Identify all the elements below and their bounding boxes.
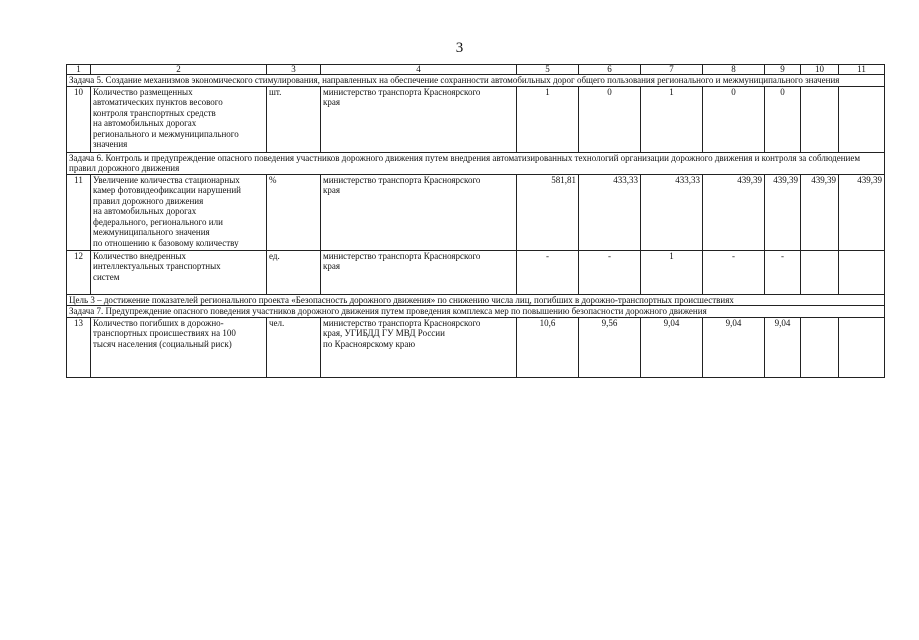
value-col11: [839, 86, 885, 152]
header-cell: 1: [67, 65, 91, 75]
header-cell: 11: [839, 65, 885, 75]
header-cell: 6: [579, 65, 641, 75]
value-col9: 439,39: [765, 174, 801, 250]
table-row: [67, 174, 885, 250]
value-col8: 9,04: [703, 317, 765, 377]
responsible-org: министерство транспорта Красноярского края: [321, 250, 517, 294]
value-col7: 1: [641, 250, 703, 294]
indicator-name: Увеличение количества стационарных камер фотовидеофиксации нарушений правил дорожного движения на автомобильных дорогах федерального, регионального или межмуниципального значения по отношению к базовому количеству: [91, 174, 267, 250]
value-col7: 433,33: [641, 174, 703, 250]
task7-heading: Задача 7. Предупреждение опасного поведения участников дорожного движения путем проведения комплекса мер по повышению безопасности дорожного движения: [67, 306, 885, 318]
value-col8: 0: [703, 86, 765, 152]
unit: %: [267, 174, 321, 250]
page-number: 3: [455, 40, 464, 56]
row-number: 12: [67, 250, 91, 294]
row-number: 11: [67, 174, 91, 250]
goal3-heading: Цель 3 – достижение показателей регионального проекта «Безопасность дорожного движения» по снижению числа лиц, погибших в дорожно-транспортных происшествиях: [67, 294, 885, 306]
value-col6: 9,56: [579, 317, 641, 377]
row-number: 13: [67, 317, 91, 377]
indicator-name: Количество размещенных автоматических пунктов весового контроля транспортных средств на автомобильных дорогах регионального и межмуниципального значения: [91, 86, 267, 152]
value-col11: [839, 250, 885, 294]
header-cell: 10: [801, 65, 839, 75]
value-col10: [801, 317, 839, 377]
responsible-org: министерство транспорта Красноярского края: [321, 86, 517, 152]
unit: чел.: [267, 317, 321, 377]
header-cell: 9: [765, 65, 801, 75]
header-cell: 2: [91, 65, 267, 75]
value-col8: 439,39: [703, 174, 765, 250]
value-col11: 439,39: [839, 174, 885, 250]
value-col6: 0: [579, 86, 641, 152]
header-row: [67, 65, 885, 75]
value-col9: -: [765, 250, 801, 294]
table-row: [67, 317, 885, 377]
value-col11: [839, 317, 885, 377]
unit: шт.: [267, 86, 321, 152]
value-col5: 581,81: [517, 174, 579, 250]
value-col7: 1: [641, 86, 703, 152]
task6-heading: Задача 6. Контроль и предупреждение опасного поведения участников дорожного движения путем внедрения автоматизированных технологий организации дорожного движения и контроля за соблюдением правил дорожного движения: [67, 152, 885, 174]
task5-heading: Задача 5. Создание механизмов экономического стимулирования, направленных на обеспечение сохранности автомобильных дорог общего пользования регионального и межмуниципального значения: [67, 75, 885, 87]
section-row-task7: [67, 306, 885, 318]
indicators-table: [66, 64, 885, 378]
value-col10: [801, 86, 839, 152]
value-col10: [801, 250, 839, 294]
table-row: [67, 86, 885, 152]
header-cell: 8: [703, 65, 765, 75]
value-col10: 439,39: [801, 174, 839, 250]
table-row: [67, 250, 885, 294]
responsible-org: министерство транспорта Красноярского края, УГИБДД ГУ МВД России по Красноярскому краю: [321, 317, 517, 377]
value-col9: 9,04: [765, 317, 801, 377]
section-row-task5: [67, 75, 885, 87]
value-col7: 9,04: [641, 317, 703, 377]
value-col5: -: [517, 250, 579, 294]
value-col9: 0: [765, 86, 801, 152]
section-row-goal3: [67, 294, 885, 306]
value-col8: -: [703, 250, 765, 294]
header-cell: 3: [267, 65, 321, 75]
unit: ед.: [267, 250, 321, 294]
header-cell: 4: [321, 65, 517, 75]
indicator-name: Количество внедренных интеллектуальных транспортных систем: [91, 250, 267, 294]
indicator-name: Количество погибших в дорожно- транспортных происшествиях на 100 тысяч населения (социальный риск): [91, 317, 267, 377]
header-cell: 7: [641, 65, 703, 75]
value-col6: -: [579, 250, 641, 294]
section-row-task6: [67, 152, 885, 174]
row-number: 10: [67, 86, 91, 152]
value-col5: 10,6: [517, 317, 579, 377]
responsible-org: министерство транспорта Красноярского края: [321, 174, 517, 250]
value-col6: 433,33: [579, 174, 641, 250]
value-col5: 1: [517, 86, 579, 152]
header-cell: 5: [517, 65, 579, 75]
